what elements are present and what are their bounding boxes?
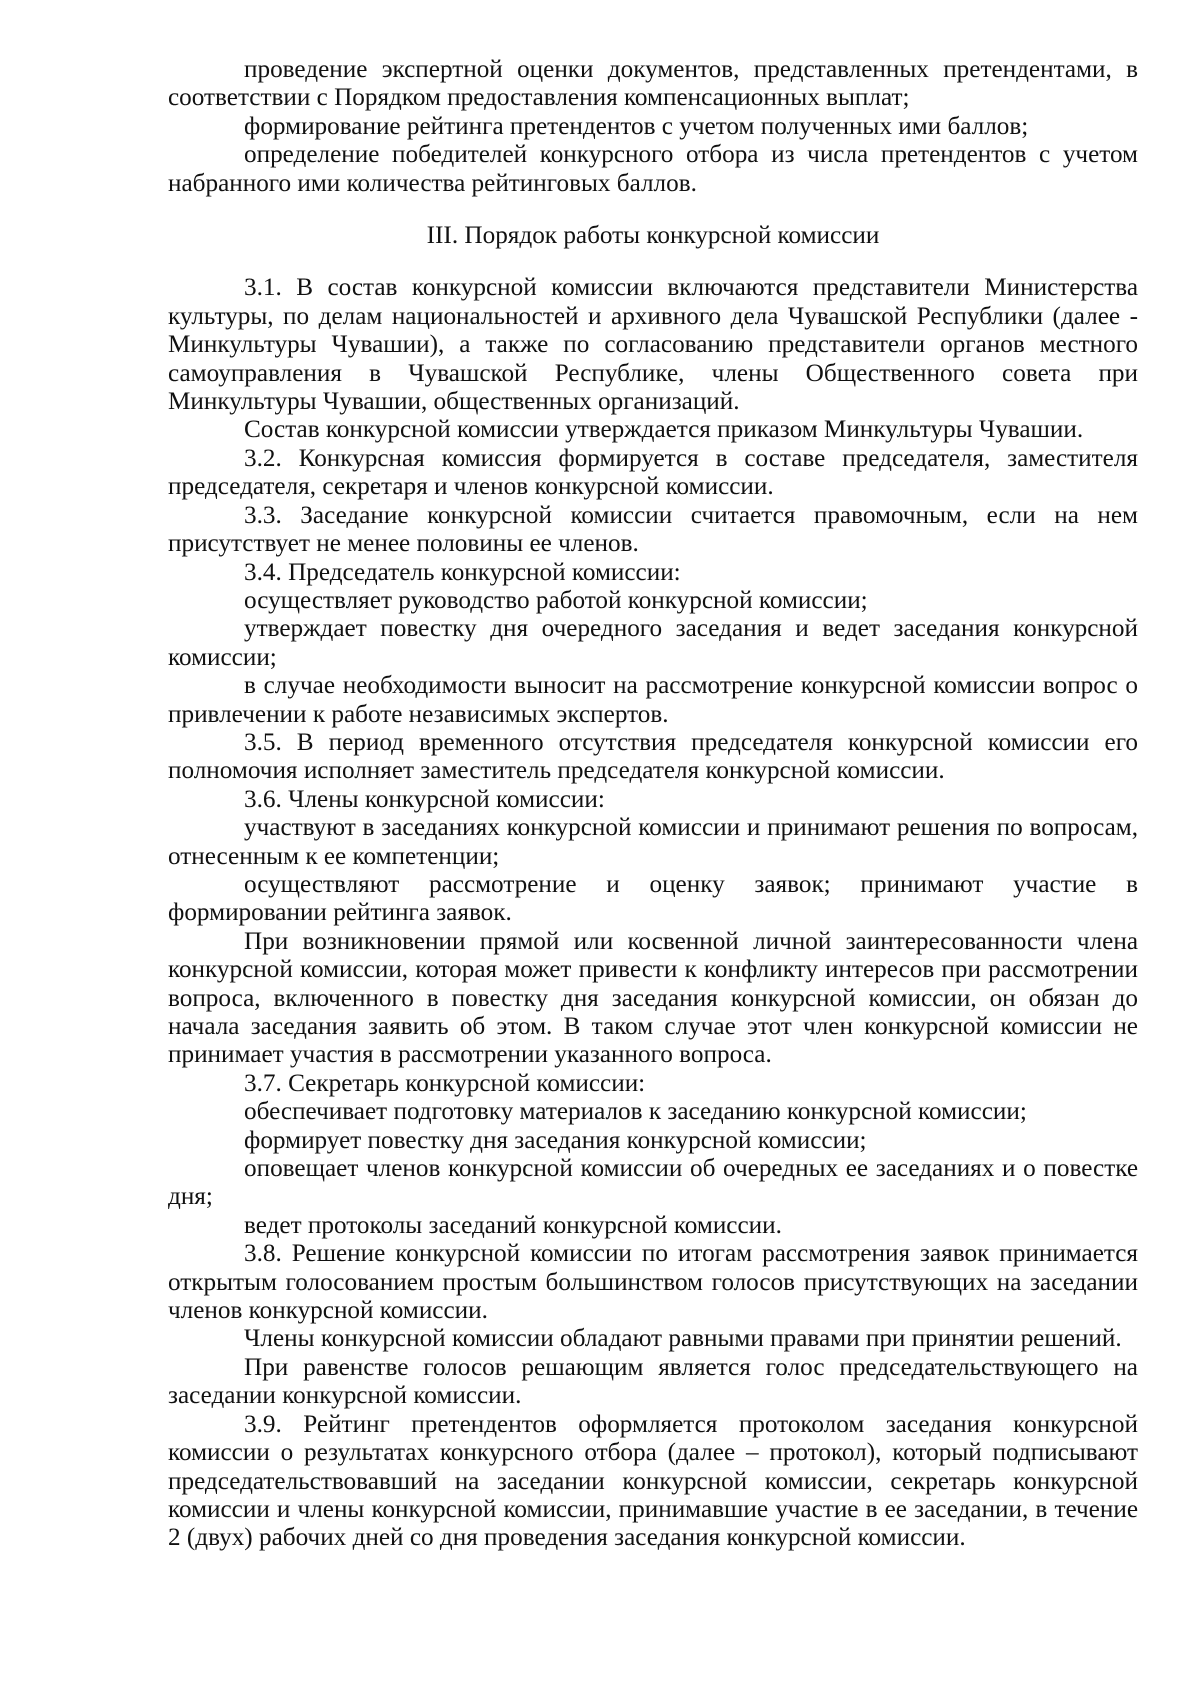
paragraph: формирование рейтинга претендентов с учетом полученных ими баллов; <box>244 112 1029 140</box>
document-page <box>168 56 1138 1553</box>
paragraph: 3.7. Секретарь конкурсной комиссии: <box>244 1069 646 1097</box>
paragraph: При возникновении прямой или косвенной личной заинтересованности члена конкурсной комиссии, которая может привести к конфликту интересов при рассмотрении вопроса, включенного в повестку дня заседания конкурсной комиссии, он обязан до начала заседания заявить об этом. В таком случае этот член конкурсной комиссии не принимает участия в рассмотрении указанного вопроса. <box>168 927 1138 1069</box>
paragraph: 3.8. Решение конкурсной комиссии по итогам рассмотрения заявок принимается открытым голосованием простым большинством голосов присутствующих на заседании членов конкурсной комиссии. <box>168 1240 1138 1325</box>
paragraph: 3.3. Заседание конкурсной комиссии считается правомочным, если на нем присутствует не менее половины ее членов. <box>168 501 1138 558</box>
paragraph: осуществляют рассмотрение и оценку заявок; принимают участие в формировании рейтинга заявок. <box>168 870 1138 927</box>
section-title: III. Порядок работы конкурсной комиссии <box>426 222 880 250</box>
paragraph: обеспечивает подготовку материалов к заседанию конкурсной комиссии; <box>244 1098 1027 1126</box>
paragraph: 3.1. В состав конкурсной комиссии включаются представители Министерства культуры, по делам национальностей и архивного дела Чувашской Республики (далее - Минкультуры Чувашии), а также по согласованию представители органов местного самоуправления в Чувашской Республике, члены Общественного совета при Минкультуры Чувашии, общественных организаций. <box>168 274 1138 416</box>
paragraph: ведет протоколы заседаний конкурсной комиссии. <box>244 1211 782 1239</box>
paragraph: проведение экспертной оценки документов, представленных претендентами, в соответствии с Порядком предоставления компенсационных выплат; <box>168 56 1138 112</box>
paragraph: 3.4. Председатель конкурсной комиссии: <box>244 558 681 586</box>
paragraph: в случае необходимости выносит на рассмотрение конкурсной комиссии вопрос о привлечении к работе независимых экспертов. <box>168 672 1138 728</box>
paragraph: утверждает повестку дня очередного заседания и ведет заседания конкурсной комиссии; <box>168 615 1138 671</box>
paragraph: 3.9. Рейтинг претендентов оформляется протоколом заседания конкурсной комиссии о результатах конкурсного отбора (далее – протокол), который подписывают председательствовавший на заседании конкурсной комиссии, секретарь конкурсной комиссии и члены конкурсной комиссии, принимавшие участие в ее заседании, в течение 2 (двух) рабочих дней со дня проведения заседания конкурсной комиссии. <box>168 1410 1138 1552</box>
paragraph: Члены конкурсной комиссии обладают равными правами при принятии решений. <box>244 1325 1122 1353</box>
paragraph: При равенстве голосов решающим является голос председательствующего на заседании конкурсной комиссии. <box>168 1353 1138 1410</box>
paragraph: 3.2. Конкурсная комиссия формируется в составе председателя, заместителя председателя, секретаря и членов конкурсной комиссии. <box>168 444 1138 501</box>
paragraph: осуществляет руководство работой конкурсной комиссии; <box>244 586 868 614</box>
paragraph: участвуют в заседаниях конкурсной комиссии и принимают решения по вопросам, отнесенным к ее компетенции; <box>168 814 1138 870</box>
paragraph: оповещает членов конкурсной комиссии об очередных ее заседаниях и о повестке дня; <box>168 1155 1138 1211</box>
paragraph: формирует повестку дня заседания конкурсной комиссии; <box>244 1126 867 1154</box>
paragraph: Состав конкурсной комиссии утверждается приказом Минкультуры Чувашии. <box>244 416 1084 444</box>
paragraph: 3.5. В период временного отсутствия председателя конкурсной комиссии его полномочия исполняет заместитель председателя конкурсной комиссии. <box>168 728 1138 785</box>
paragraph: определение победителей конкурсного отбора из числа претендентов с учетом набранного ими количества рейтинговых баллов. <box>168 141 1138 197</box>
paragraph: 3.6. Члены конкурсной комиссии: <box>244 785 605 813</box>
